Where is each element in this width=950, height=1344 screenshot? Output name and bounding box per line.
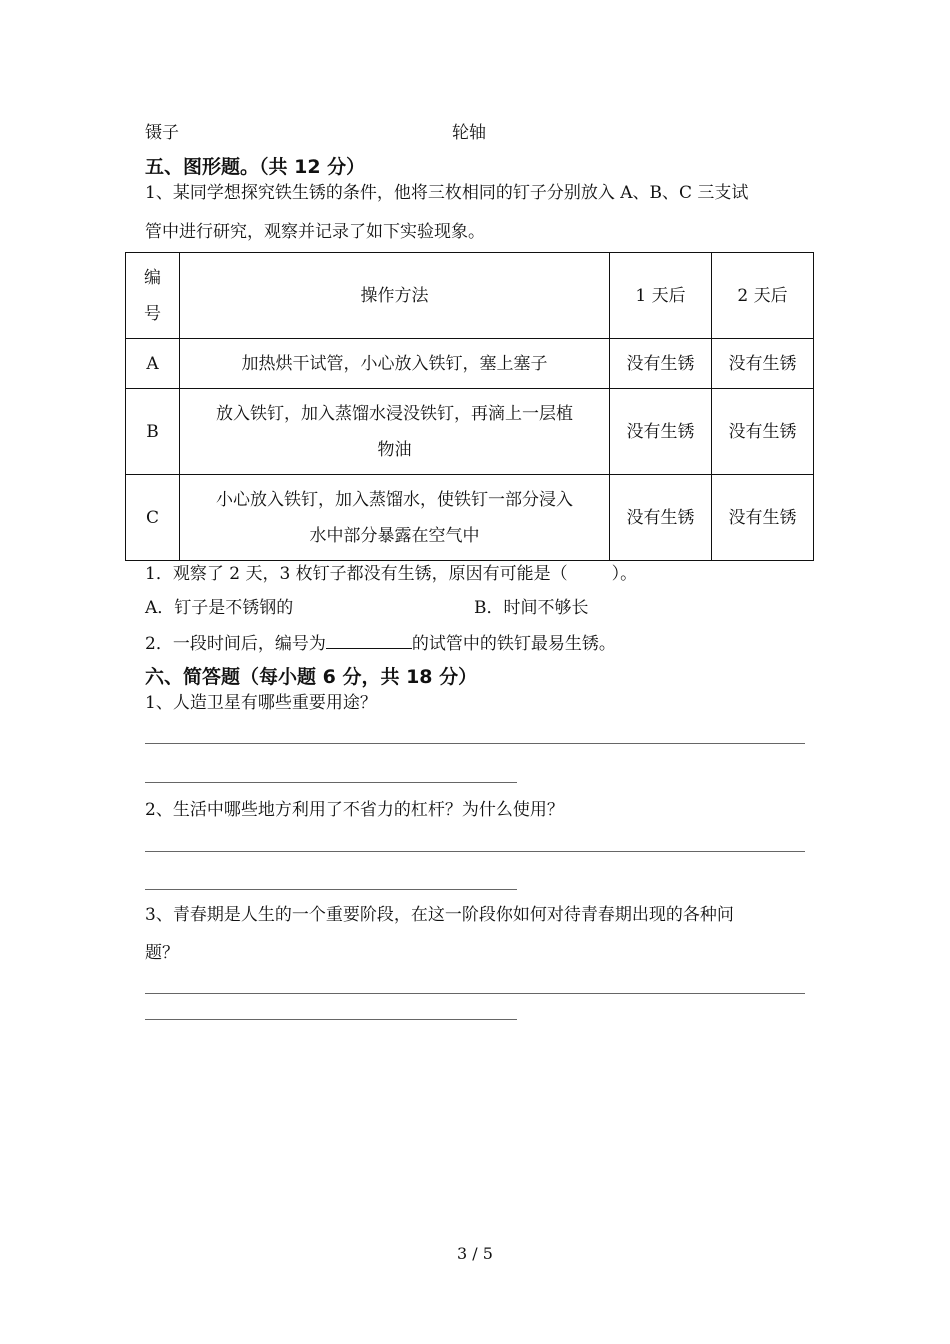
row-method: 加热烘干试管，小心放入铁钉，塞上塞子 <box>180 339 610 389</box>
section6-q3-line1: 3、青春期是人生的一个重要阶段，在这一阶段你如何对待青春期出现的各种问 <box>145 905 734 925</box>
answer-line[interactable] <box>145 851 805 852</box>
row-day2: 没有生锈 <box>712 389 814 475</box>
row-day2: 没有生锈 <box>712 339 814 389</box>
answer-line[interactable] <box>145 1019 517 1020</box>
section6-q1: 1、人造卫星有哪些重要用途？ <box>145 693 377 713</box>
section6-q3-line2: 题？ <box>145 943 179 963</box>
section5-q1-line1: 1、某同学想探究铁生锈的条件，他将三枚相同的钉子分别放入 A、B、C 三支试 <box>145 183 749 203</box>
page-number: 3 / 5 <box>457 1244 493 1263</box>
row-method: 小心放入铁钉，加入蒸馏水，使铁钉一部分浸入 水中部分暴露在空气中 <box>180 475 610 561</box>
row-day1: 没有生锈 <box>610 339 712 389</box>
answer-line[interactable] <box>145 743 805 744</box>
label-tweezers: 镊子 <box>145 123 179 143</box>
table-row <box>126 389 814 475</box>
label-wheel-axle: 轮轴 <box>452 123 486 143</box>
row-method: 放入铁钉，加入蒸馏水浸没铁钉，再滴上一层植 物油 <box>180 389 610 475</box>
section5-title: 五、图形题。（共 12 分） <box>145 156 366 178</box>
section6-title: 六、简答题（每小题 6 分，共 18 分） <box>145 666 478 688</box>
header-day1: 1 天后 <box>610 253 712 339</box>
sub-question-1: 1．观察了 2 天，3 枚钉子都没有生锈，原因有可能是（ ）。 <box>145 564 638 584</box>
header-id: 编 号 <box>126 253 180 339</box>
row-day1: 没有生锈 <box>610 389 712 475</box>
table-row <box>126 475 814 561</box>
sub-question-2: 2．一段时间后，编号为 的试管中的铁钉最易生锈。 <box>145 634 616 654</box>
row-id: B <box>126 389 180 475</box>
answer-line[interactable] <box>145 993 805 994</box>
answer-line[interactable] <box>145 782 517 783</box>
table-header-row <box>126 253 814 339</box>
table-row <box>126 339 814 389</box>
section5-q1-line2: 管中进行研究，观察并记录了如下实验现象。 <box>145 222 485 242</box>
row-id: A <box>126 339 180 389</box>
section6-q2: 2、生活中哪些地方利用了不省力的杠杆？为什么使用？ <box>145 800 564 820</box>
row-day2: 没有生锈 <box>712 475 814 561</box>
experiment-table <box>125 252 814 561</box>
row-day1: 没有生锈 <box>610 475 712 561</box>
row-id: C <box>126 475 180 561</box>
answer-line[interactable] <box>145 889 517 890</box>
header-method: 操作方法 <box>180 253 610 339</box>
option-b: B．时间不够长 <box>474 598 589 618</box>
option-a: A．钉子是不锈钢的 <box>145 598 294 618</box>
header-day2: 2 天后 <box>712 253 814 339</box>
answer-blank[interactable] <box>326 632 412 649</box>
